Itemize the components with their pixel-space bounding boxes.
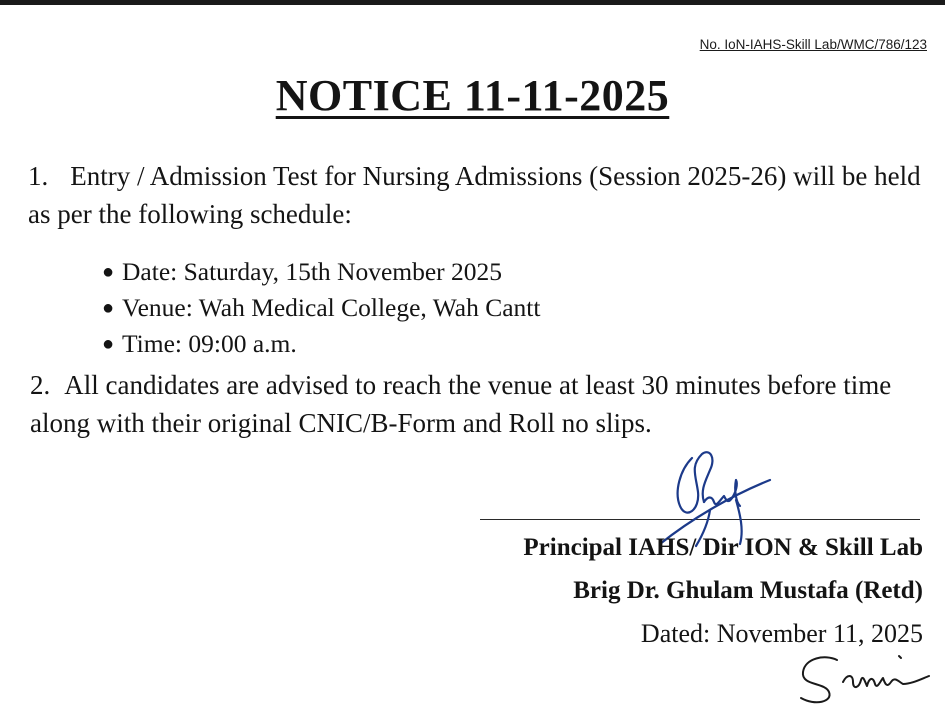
- paragraph-2-text: All candidates are advised to reach the venue at least 30 minutes before time along with their original CNIC/B-Form and Roll no slips.: [30, 370, 892, 438]
- bullet-icon: ●: [102, 333, 115, 355]
- paragraph-1-number: 1.: [28, 161, 49, 191]
- signatory-name: Brig Dr. Ghulam Mustafa (Retd): [573, 577, 923, 604]
- notice-title: NOTICE 11-11-2025: [275, 71, 670, 120]
- reference-number: No. IoN-IAHS-Skill Lab/WMC/786/123: [699, 37, 927, 52]
- paragraph-1: [28, 157, 933, 233]
- paragraph-1-text: Entry / Admission Test for Nursing Admissions (Session 2025-26) will be held as per the following schedule:: [28, 161, 921, 229]
- schedule-item-text: Time: 09:00 a.m.: [122, 329, 297, 358]
- schedule-item-venue: [102, 290, 540, 326]
- schedule-item-text: Date: Saturday, 15th November 2025: [122, 257, 503, 286]
- top-border: [0, 0, 945, 5]
- signatory-role: Principal IAHS/ Dir ION & Skill Lab: [523, 534, 923, 561]
- paragraph-2-number: 2.: [30, 370, 51, 400]
- handwritten-initials: [795, 648, 935, 708]
- bullet-icon: ●: [102, 297, 115, 319]
- schedule-list: [102, 254, 540, 362]
- schedule-item-time: [102, 326, 540, 362]
- schedule-item-text: Venue: Wah Medical College, Wah Cantt: [122, 293, 541, 322]
- bullet-icon: ●: [102, 261, 115, 283]
- schedule-item-date: [102, 254, 540, 290]
- paragraph-2: [30, 366, 935, 442]
- notice-date: Dated: November 11, 2025: [640, 619, 923, 648]
